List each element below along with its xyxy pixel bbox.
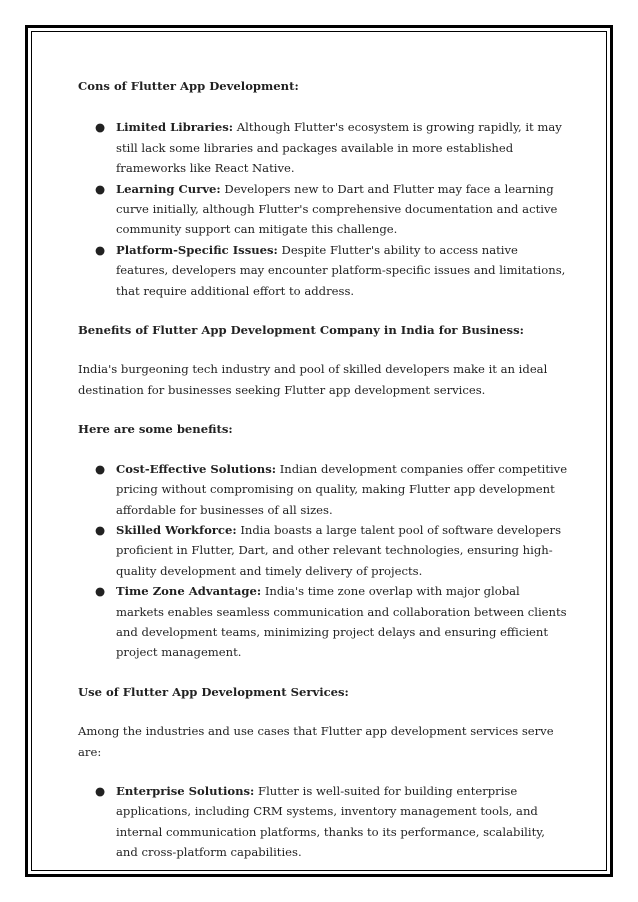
- item-text: Developers new to Dart and Flutter may face a learning curve initially, although Flutter's comprehensive documentation and active community support can mitigate this challenge.: [116, 181, 558, 237]
- bullet-icon: ●: [95, 461, 106, 476]
- item-term: Enterprise Solutions:: [116, 783, 255, 798]
- benefits-list: [78, 459, 568, 663]
- cons-list: [78, 117, 568, 301]
- bullet-icon: ●: [95, 522, 106, 537]
- item-term: Platform-Specific Issues:: [116, 242, 278, 257]
- bullet-icon: ●: [95, 242, 106, 257]
- list-item: [78, 781, 568, 863]
- item-term: Limited Libraries:: [116, 120, 234, 135]
- item-text: Despite Flutter's ability to access native features, developers may encounter platform-specific issues and limitations, that require additional effort to address.: [116, 242, 566, 298]
- use-intro: Among the industries and use cases that Flutter app development services serve are:: [78, 724, 554, 759]
- list-item: [78, 459, 568, 520]
- bullet-icon: ●: [95, 783, 106, 798]
- bullet-icon: ●: [95, 584, 106, 599]
- bullet-icon: ●: [95, 120, 106, 135]
- bullet-icon: ●: [95, 181, 106, 196]
- item-text: Indian development companies offer competitive pricing without compromising on quality, making Flutter app development affordable for businesses of all sizes.: [116, 461, 568, 517]
- use-heading: Use of Flutter App Development Services:: [78, 684, 349, 699]
- item-text: India boasts a large talent pool of software developers proficient in Flutter, Dart, and other relevant technologies, ensuring high-quality development and timely delivery of projects.: [116, 522, 562, 578]
- list-item: [78, 581, 568, 663]
- item-term: Cost-Effective Solutions:: [116, 461, 277, 476]
- item-text: Flutter is well-suited for building enterprise applications, including CRM systems, inventory management tools, and internal communication platforms, thanks to its performance, scalability, and cross-platform capabilities.: [116, 783, 545, 860]
- benefits-heading: Benefits of Flutter App Development Company in India for Business:: [78, 323, 524, 338]
- benefits-intro: India's burgeoning tech industry and pool of skilled developers make it an ideal destination for businesses seeking Flutter app development services.: [78, 362, 548, 397]
- item-term: Learning Curve:: [116, 181, 221, 196]
- item-term: Time Zone Advantage:: [116, 584, 262, 599]
- item-text: India's time zone overlap with major global markets enables seamless communication and collaboration between clients and development teams, minimizing project delays and ensuring efficient project management.: [116, 584, 567, 660]
- list-item: [78, 179, 568, 240]
- uses-list: [78, 781, 568, 863]
- list-item: [78, 117, 568, 178]
- document-content: [78, 76, 568, 863]
- here-heading: Here are some benefits:: [78, 422, 233, 437]
- cons-heading: Cons of Flutter App Development:: [78, 79, 299, 93]
- list-item: [78, 520, 568, 581]
- item-text: Although Flutter's ecosystem is growing rapidly, it may still lack some libraries and packages available in more established frameworks like React Native.: [116, 120, 562, 176]
- item-term: Skilled Workforce:: [116, 522, 237, 537]
- list-item: [78, 240, 568, 301]
